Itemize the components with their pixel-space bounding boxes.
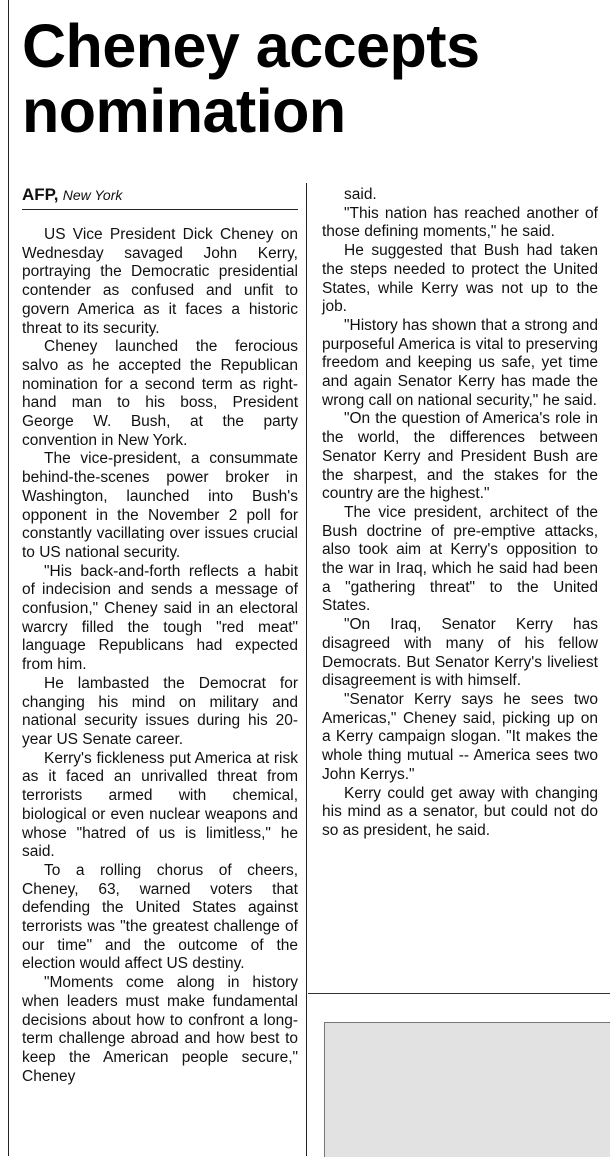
paragraph: Kerry's fickleness put America at risk as it faced an unrivalled threat from terrorists armed with chemical, biological or even nuclear weapons and whose "hatred of us is limitless," he said.: [22, 749, 298, 861]
paragraph: "Senator Kerry says he sees two Americas," Cheney said, picking up on a Kerry campaign slogan. "It makes the whole thing mutual -- America sees two John Kerrys.": [322, 690, 598, 783]
paragraph: "On Iraq, Senator Kerry has disagreed with many of his fellow Democrats. But Senator Kerry's liveliest disagreement is with himself.: [322, 616, 598, 690]
byline-agency: AFP,: [22, 185, 59, 204]
column-divider-rule: [306, 183, 307, 1156]
paragraph-continuation: said.: [344, 186, 377, 203]
paragraph: Cheney launched the ferocious salvo as he accepted the Republican nomination for a second term as right-hand man to his boss, President George W. Bush, at the party convention in New York.: [22, 338, 298, 449]
headline: [22, 14, 602, 144]
advertisement-box: [324, 1022, 610, 1157]
headline-line-1: Cheney accepts: [22, 12, 480, 80]
paragraph: He lambasted the Democrat for changing his mind on military and national security issues during his 20-year US Senate career.: [22, 674, 298, 748]
byline: [22, 184, 298, 210]
article-column-1: [22, 226, 298, 1086]
paragraph: "On the question of America's role in the world, the differences between Senator Kerry and President Bush are the sharpest, and the stakes for the country are the highest.": [322, 410, 598, 503]
paragraph: "History has shown that a strong and purposeful America is vital to preserving freedom and keeping us safe, yet time and again Senator Kerry has made the wrong call on national security," he said.: [322, 316, 598, 409]
left-column-rule: [8, 0, 9, 1156]
article-column-2: [322, 186, 598, 841]
paragraph: "Moments come along in history when leaders must make fundamental decisions about how to confront a long-term challenge abroad and how best to keep the American people secure," Cheney: [22, 974, 298, 1085]
paragraph: The vice-president, a consummate behind-the-scenes power broker in Washington, launched into Bush's opponent in the November 2 poll for constantly vacillating over issues crucial to US national security.: [22, 450, 298, 561]
byline-city: New York: [62, 187, 123, 203]
paragraph: "This nation has reached another of those defining moments," he said.: [322, 204, 598, 241]
paragraph: "His back-and-forth reflects a habit of indecision and sends a message of confusion," Cheney said in an electoral warcry filled the tough "red meat" language Republicans had expected from him.: [22, 562, 298, 674]
paragraph: To a rolling chorus of cheers, Cheney, 63, warned voters that defending the United States against terrorists was "the greatest challenge of our time" and the outcome of the election would affect US destiny.: [22, 861, 298, 973]
paragraph: US Vice President Dick Cheney on Wednesday savaged John Kerry, portraying the Democratic presidential contender as confused and unfit to govern America as it faces a historic threat to its security.: [22, 226, 298, 337]
headline-line-2: nomination: [22, 77, 346, 145]
paragraph: He suggested that Bush had taken the steps needed to protect the United States, while Kerry was not up to the job.: [322, 242, 598, 316]
paragraph: The vice president, architect of the Bush doctrine of pre-emptive attacks, also took aim at Kerry's opposition to the war in Iraq, which he said had been a "gathering threat" to the United States.: [322, 503, 598, 615]
paragraph: Kerry could get away with changing his mind as a senator, but could not do so as president, he said.: [322, 784, 598, 839]
